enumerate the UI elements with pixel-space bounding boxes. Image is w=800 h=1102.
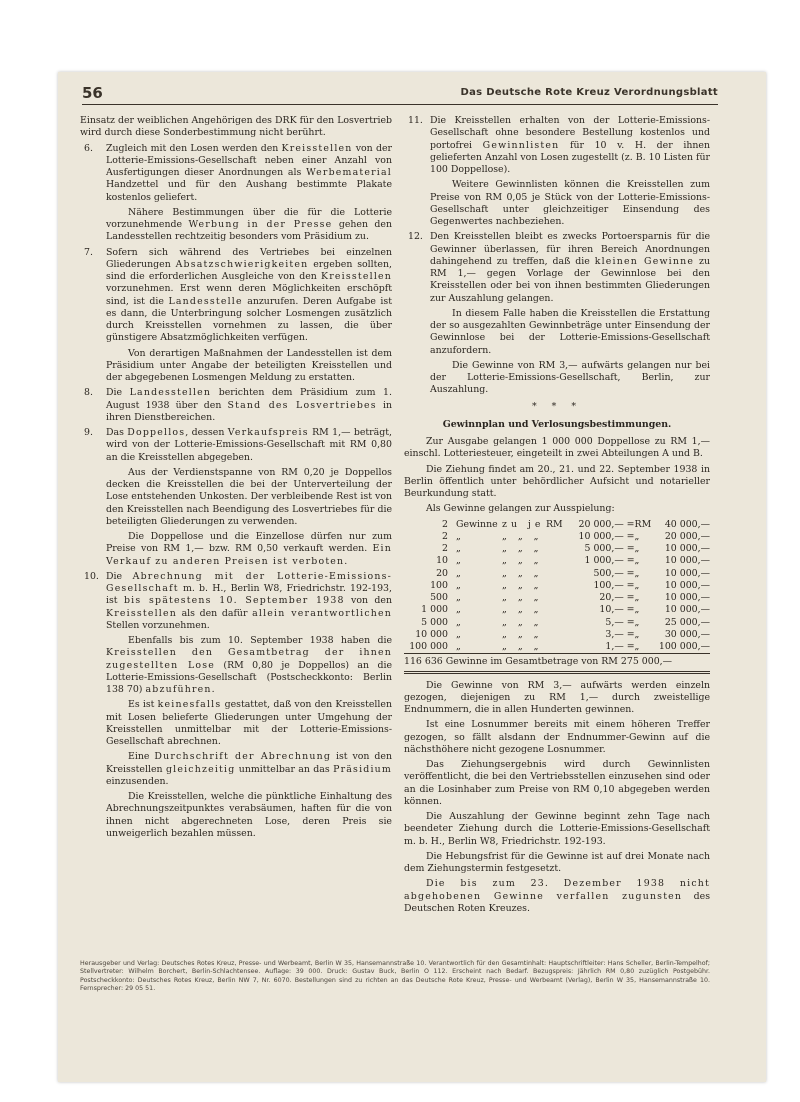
item-number: 12. [408, 231, 423, 243]
prize-cell-rm2: „ [634, 543, 640, 554]
prize-cell-each: 10,— = [599, 604, 635, 616]
prize-cell-total: 25 000,— [664, 616, 710, 628]
item-8: 8. Die Landesstellen berichten dem Präsidium zum 1. August 1938 über den Stand des Losvertriebes in ihren Dienstbereichen. [84, 387, 392, 423]
prize-cell-count: 100 [430, 579, 448, 591]
prize-cell-rm2: „ [634, 555, 640, 567]
prize-row [404, 531, 710, 543]
paragraph: Die Hebungsfrist für die Gewinne ist auf drei Monate nach dem Ziehungstermin festgesetzt. [404, 850, 710, 874]
prize-cell-each: 500,— = [593, 567, 635, 579]
prize-cell-gew: „ [456, 641, 461, 652]
prize-cell-rm2: „ [634, 567, 640, 579]
prize-cell-each: 10 000,— = [578, 530, 635, 542]
item-12: 12. Den Kreisstellen bleibt es zwecks Portoersparnis für die Gewinner überlassen, für ihren Bereich Anordnungen dahingehend zu treffen, daß die kleinen Gewinne zu RM 1,— gegen Vorlage der Gewinnlose bei den Kreisstellen oder bei von ihnen bestimmten Gliederungen zur Auszahlung gelangen. In diesem Falle haben die Kreisstellen die Erstattung der so ausgezahlten Gewinnbeträge unter Einsendung der Gewinnlose bei der Lotterie-Emissions-Gesellschaft anzufordern. Die Gewinne von RM 3,— aufwärts gelangen nur bei der Lotterie-Emissions-Gesellschaft, Berlin, zur Auszahlung. [408, 231, 710, 396]
prize-row [404, 580, 710, 592]
prize-cell-q: „ „ „ [502, 579, 543, 591]
prize-cell-count: 10 [436, 555, 448, 567]
prize-row [404, 519, 710, 531]
paragraph: Das Ziehungsergebnis wird durch Gewinnlisten veröffentlicht, die bei den Vertriebsstellen einzusehen sind oder an die Losinhaber zum Preise von RM 0,10 abgegeben werden können. [404, 759, 710, 807]
prize-row [404, 543, 710, 555]
prize-cell-gew: „ [456, 604, 461, 616]
prize-row [404, 592, 710, 604]
prize-total: 116 636 Gewinne im Gesamtbetrage von RM 275 000,— [404, 654, 710, 672]
prize-cell-count: 20 [436, 567, 448, 579]
prize-cell-total: 100 000,— [658, 641, 710, 652]
item-10: 10. Die Abrechnung mit der Lotterie-Emissions-Gesellschaft m. b. H., Berlin W8, Friedrichstr. 192-193, ist bis spätestens 10. September 1938 von den Kreisstellen als den dafür allein verantwortlichen Stellen vorzunehmen. Ebenfalls bis zum 10. September 1938 haben die Kreisstellen den Gesamtbetrag der ihnen zugestellten Lose (RM 0,80 je Doppellos) an die Lotterie-Emissions-Gesellschaft (Postscheckkonto: Berlin 138 70) abzuführen. Es ist keinesfalls gestattet, daß von den Kreisstellen mit Losen belieferte Gliederungen unter Umgehung der Kreisstellen unmittelbar mit der Lotterie-Emissions-Gesellschaft abrechnen. Eine Durchschrift der Abrechnung ist von den Kreisstellen gleichzeitig unmittelbar an das Präsidium einzusenden. Die Kreisstellen, welche die pünktliche Einhaltung des Abrechnungszeitpunktes verabsäumen, haften für die von ihnen nicht abgerechneten Lose, deren Preis sie unweigerlich bezahlen müssen. [84, 570, 393, 839]
prize-cell-gew: „ [456, 567, 461, 579]
paragraph: Die Gewinne von RM 3,— aufwärts werden einzeln gezogen, diejenigen zu RM 1,— durch zweistellige Endnummern, die in allen Hunderten gewinnen. [404, 679, 710, 715]
prize-cell-count: 2 [442, 530, 448, 542]
prize-cell-each: 1,— = [605, 641, 635, 652]
prize-cell-gew: Gewinne [456, 518, 498, 530]
prize-cell-q: „ „ „ [502, 628, 543, 640]
prize-cell-rm2: „ [634, 592, 640, 603]
prize-cell-each: 1 000,— = [584, 555, 635, 567]
item-11: 11. Die Kreisstellen erhalten von der Lotterie-Emissions-Gesellschaft ohne besondere Bestellung kostenlos und portofrei Gewinnlisten für 10 v. H. der ihnen gelieferten Anzahl von Losen zugestellt (z. B. 10 Listen für 100 Doppellose). Weitere Gewinnlisten können die Kreisstellen zum Preise von RM 0,05 je Stück von der Lotterie-Emissions-Gesellschaft unter gleichzeitiger Einsendung des Gegenwertes nachbeziehen. [408, 115, 710, 227]
prize-cell-q: „ „ „ [502, 530, 543, 542]
prize-cell-rm [546, 568, 565, 580]
prize-cell-rm [546, 531, 565, 543]
item-number: 11. [408, 115, 423, 126]
item-number: 9. [84, 427, 93, 438]
item-6: 6. Zugleich mit den Losen werden den Kreisstellen von der Lotterie-Emissions-Gesellschaft neben einer Anzahl von Ausfertigungen dieser Anordnungen als Werbematerial Handzettel und für den Aushang bestimmte Plakate kostenlos geliefert. Nähere Bestimmungen über die für die Lotterie vorzunehmende Werbung in der Presse gehen den Landesstellen rechtzeitig besonders vom Präsidium zu. [84, 142, 392, 243]
prize-cell-rm [546, 604, 565, 616]
paragraph: Die Ziehung findet am 20., 21. und 22. September 1938 in Berlin öffentlich unter behördlicher Aufsicht und notarieller Beurkundung statt. [404, 463, 710, 499]
prize-cell-total: 10 000,— [664, 579, 710, 591]
item-number: 6. [84, 142, 93, 154]
paragraph-final: Die bis zum 23. Dezember 1938 nicht abgehobenen Gewinne verfallen zugunsten des Deutschen Roten Kreuzes. [404, 878, 711, 914]
prize-cell-gew: „ [456, 628, 461, 640]
section-title: Gewinnplan und Verlosungsbestimmungen. [442, 418, 672, 430]
prize-cell-gew: „ [456, 543, 461, 554]
prize-cell-total: 30 000,— [664, 628, 710, 640]
prize-cell-total: 10 000,— [664, 592, 710, 603]
prize-cell-q: „ „ „ [502, 641, 543, 652]
prize-row [404, 641, 710, 654]
prize-table [404, 519, 710, 674]
prize-cell-q: „ „ „ [502, 616, 543, 628]
item-number: 7. [84, 246, 93, 258]
prize-cell-each: 3,— = [605, 628, 635, 640]
prize-cell-count: 1 000 [421, 604, 448, 616]
prize-cell-rm2: „ [634, 530, 640, 542]
page-number: 56 [82, 84, 103, 102]
page-header [82, 86, 718, 105]
running-title: Das Deutsche Rote Kreuz Verordnungsblatt [460, 87, 718, 98]
prize-row [404, 555, 710, 567]
prize-cell-total: 10 000,— [664, 567, 710, 579]
prize-cell-count: 10 000 [415, 628, 448, 640]
prize-cell-rm [546, 543, 565, 555]
prize-cell-rm [546, 555, 565, 567]
prize-cell-q: „ „ „ [502, 555, 543, 567]
prize-cell-each: 5 000,— = [584, 543, 635, 554]
prize-cell-gew: „ [456, 555, 461, 567]
prize-cell-q: „ „ „ [502, 604, 543, 616]
paragraph: Ist eine Losnummer bereits mit einem höheren Treffer gezogen, so fällt alsdann der Endnummer-Gewinn auf die nächsthöhere nicht gezogene Losnummer. [404, 719, 710, 755]
prize-cell-total: 10 000,— [664, 604, 710, 616]
prize-cell-total: 10 000,— [664, 555, 710, 567]
prize-cell-rm2: „ [634, 641, 640, 652]
item-7: 7. Sofern sich während des Vertriebes bei einzelnen Gliederungen Absatzschwierigkeiten ergeben sollten, sind die erforderlichen Ausgleiche von den Kreisstellen vorzunehmen. Erst wenn deren Möglichkeiten erschöpft sind, ist die Landesstelle anzurufen. Deren Aufgabe ist es dann, die Unterbringung solcher Losmengen zusätzlich durch Kreisstellen vornehmen zu lassen, die über günstigere Absatzmöglichkeiten verfügen. Von derartigen Maßnahmen der Landesstellen ist dem Präsidium unter Angabe der beteiligten Kreisstellen und der abgegebenen Losmengen Meldung zu erstatten. [84, 246, 392, 383]
prize-cell-gew: „ [456, 592, 461, 603]
prize-cell-total: 40 000,— [664, 518, 710, 530]
prize-cell-rm: RM [546, 518, 563, 530]
prize-cell-each: 5,— = [605, 616, 635, 628]
prize-cell-q: zu je [502, 518, 545, 530]
prize-cell-q: „ „ „ [502, 592, 543, 603]
item-number: 10. [84, 570, 99, 582]
prize-cell-rm2: RM [634, 518, 652, 530]
prize-cell-rm [546, 629, 565, 641]
prize-cell-each: 20 000,— = [578, 518, 635, 530]
prize-total-row [404, 654, 710, 672]
prize-cell-total: 10 000,— [664, 543, 710, 554]
prize-row [404, 568, 710, 580]
section-divider-stars: * * * [531, 400, 583, 412]
prize-cell-each: 100,— = [593, 579, 635, 591]
prize-cell-count: 100 000 [409, 641, 448, 652]
right-column [404, 115, 710, 918]
prize-cell-count: 2 [442, 543, 448, 554]
prize-cell-count: 500 [430, 592, 448, 603]
imprint-footer: Herausgeber und Verlag: Deutsches Rotes Kreuz, Presse- und Werbeamt, Berlin W 35, Hansemannstraße 10. Verantwortlich für den Gesamtinhalt: Hauptschriftleiter: Hans Scheller, Berlin-Tempelhof; Stellvertreter: Wilhelm Borchert, Berlin-Schlachtensee. Auflage: 39 000. Druck: Gustav Buck, Berlin O 112. Erscheint nach Bedarf. Bezugspreis: Jährlich RM 0,80 zuzüglich Postgebühr. Postscheckkonto: Deutsches Rotes Kreuz, Berlin NW 7, Nr. 6070. Bestellungen sind zu richten an das Deutsche Rote Kreuz, Presse- und Werbeamt (Verlag), Berlin W 35, Hansemannstraße 10. Fernsprecher: 29 05 51. [80, 960, 710, 993]
paragraph-intro: Einsatz der weiblichen Angehörigen des DRK für den Losvertrieb wird durch diese Sonderbestimmung nicht berührt. [80, 115, 392, 139]
prize-cell-rm2: „ [634, 616, 640, 628]
prize-cell-rm2: „ [634, 604, 640, 616]
prize-cell-rm [546, 617, 565, 629]
prize-cell-rm [546, 592, 565, 604]
prize-row [404, 604, 710, 616]
prize-cell-q: „ „ „ [502, 567, 543, 579]
paragraph: Zur Ausgabe gelangen 1 000 000 Doppellose zu RM 1,— einschl. Lotteriesteuer, eingeteilt in zwei Abteilungen A und B. [404, 436, 710, 460]
left-column [80, 115, 392, 843]
prize-cell-rm2: „ [634, 628, 640, 640]
prize-cell-q: „ „ „ [502, 543, 543, 554]
prize-row [404, 629, 710, 641]
prize-cell-rm [546, 580, 565, 592]
prize-cell-gew: „ [456, 579, 461, 591]
prize-cell-rm2: „ [634, 579, 640, 591]
prize-cell-gew: „ [456, 616, 461, 628]
paragraph: Die Auszahlung der Gewinne beginnt zehn Tage nach beendeter Ziehung durch die Lotterie-Emissions-Gesellschaft m. b. H., Berlin W8, Friedrichstr. 192-193. [404, 811, 710, 847]
prize-row [404, 617, 710, 629]
item-9: 9. Das Doppellos, dessen Verkaufspreis RM 1,— beträgt, wird von der Lotterie-Emissions-Gesellschaft mit RM 0,80 an die Kreisstellen abgegeben. Aus der Verdienstspanne von RM 0,20 je Doppellos decken die Kreisstellen die bei der Unterverteilung der Lose entstehenden Unkosten. Der verbleibende Rest ist von den Kreisstellen nach Beendigung des Losvertriebes für die beteiligten Gliederungen zu verwenden. Die Doppellose und die Einzellose dürfen nur zum Preise von RM 1,— bzw. RM 0,50 verkauft werden. Ein Verkauf zu anderen Preisen ist verboten. [84, 427, 392, 567]
prize-cell-count: 2 [442, 518, 448, 530]
prize-cell-each: 20,— = [599, 592, 635, 603]
item-number: 8. [84, 387, 93, 399]
prize-cell-gew: „ [456, 530, 461, 542]
prize-cell-rm [546, 641, 565, 654]
prize-cell-count: 5 000 [421, 616, 448, 628]
prize-cell-total: 20 000,— [664, 530, 710, 542]
paragraph: Als Gewinne gelangen zur Ausspielung: [426, 503, 615, 515]
